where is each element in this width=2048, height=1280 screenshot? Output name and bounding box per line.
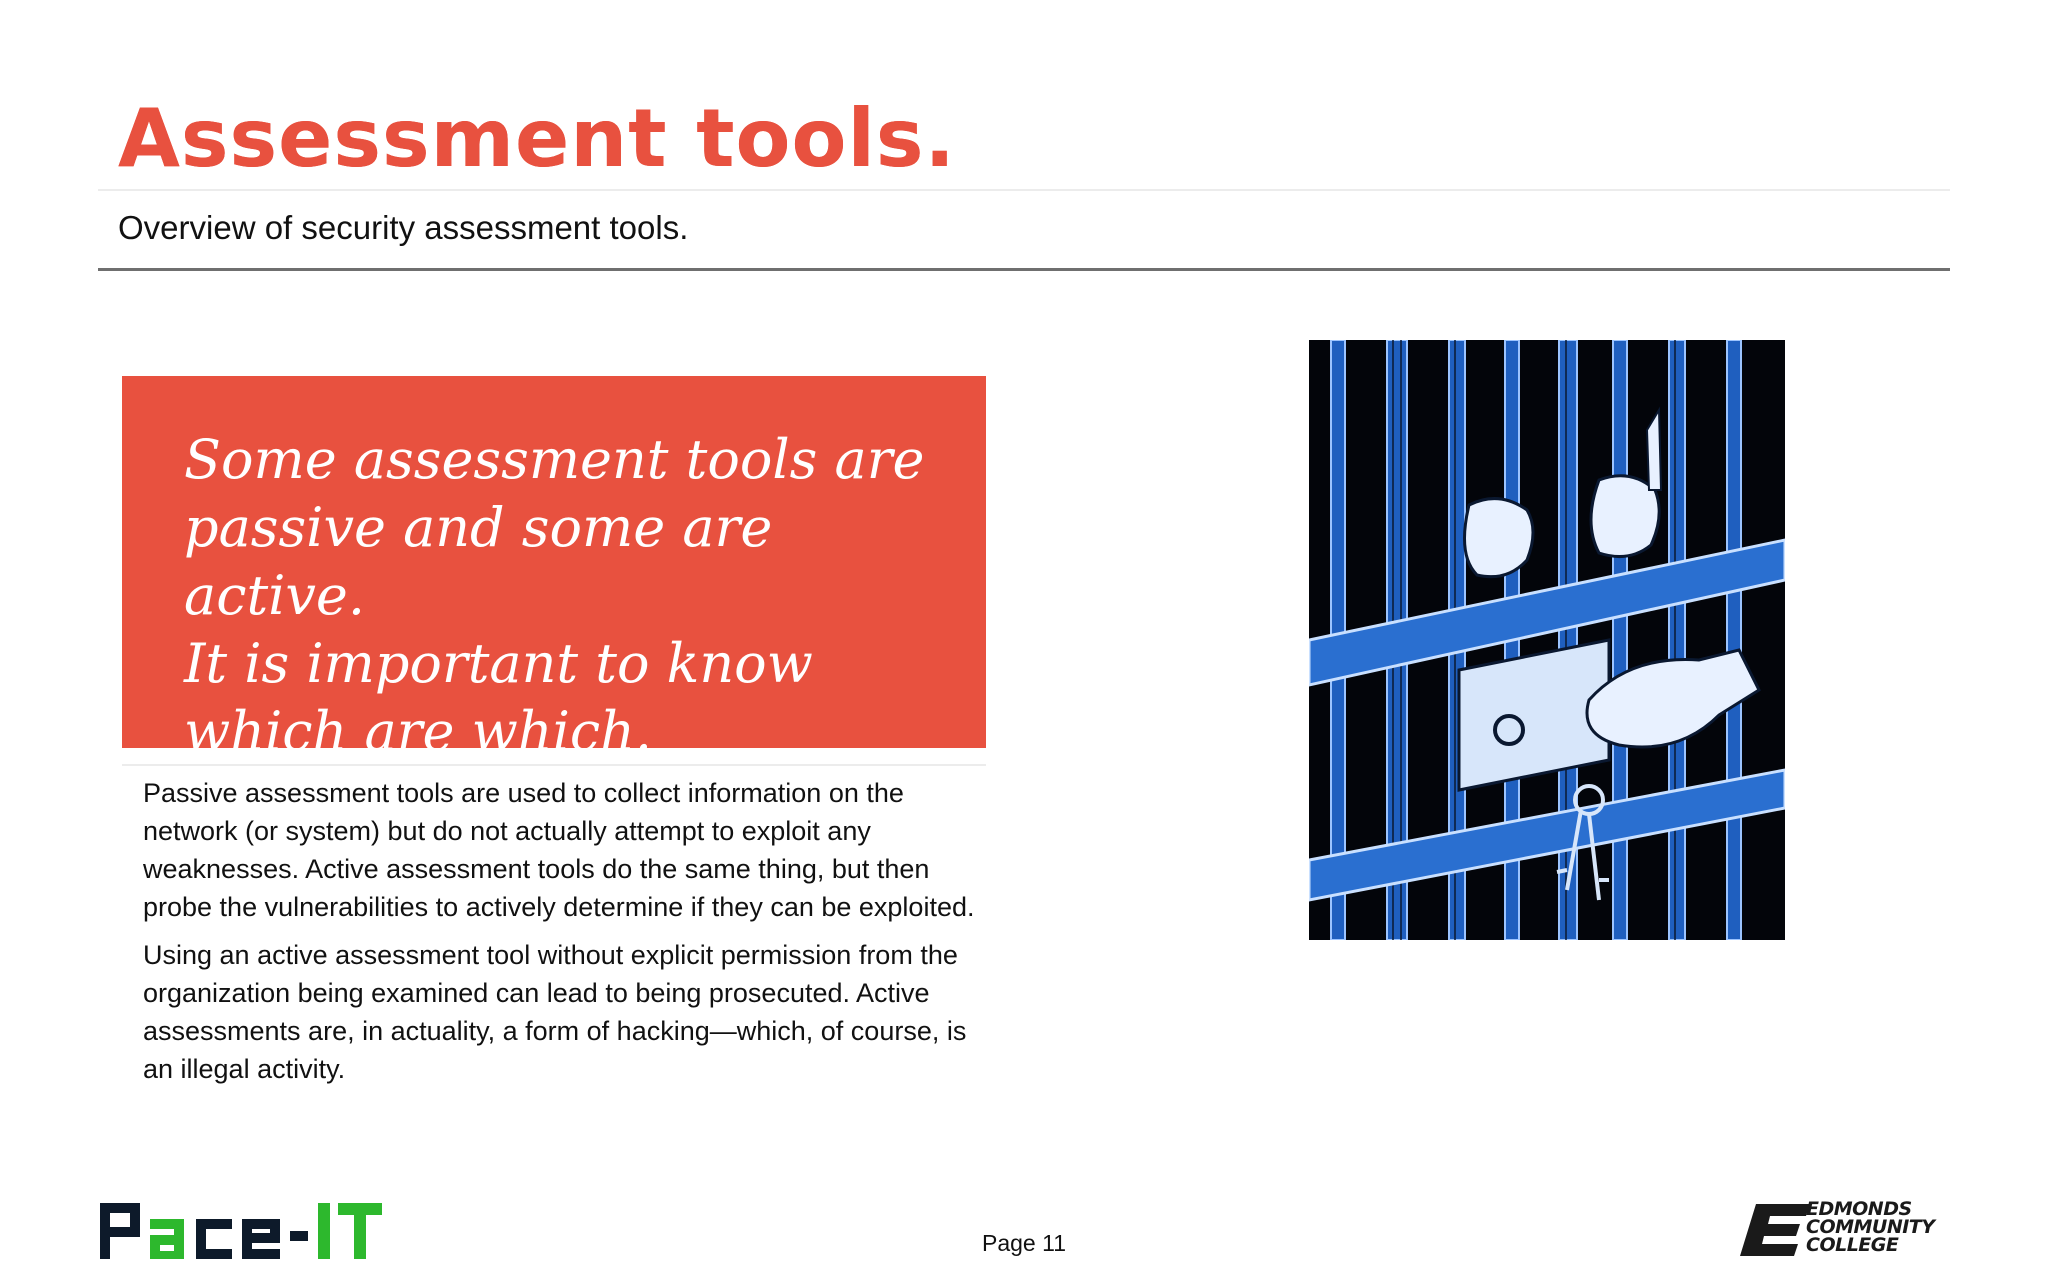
slide-title-text: Assessment tools.: [118, 92, 956, 185]
pace-it-logo: [100, 1199, 390, 1259]
callout-text: Some assessment tools are passive and some are active. It is important to know which are which.: [184, 428, 925, 763]
edmonds-word-2: COMMUNITY: [1806, 1216, 1935, 1238]
callout-divider: [122, 764, 986, 766]
jail-cell-illustration: [1309, 340, 1785, 940]
edmonds-word-1: EDMONDS: [1806, 1198, 1912, 1220]
jail-cell-image: [1309, 340, 1785, 940]
title-divider: [98, 189, 1950, 191]
slide-subtitle: Overview of security assessment tools.: [118, 209, 689, 246]
body-paragraph-passive: Passive assessment tools are used to collect information on the network (or system) but do not actually attempt to exploit any weaknesses. Active assessment tools do the same thing, but then probe the vulnerabilities to actively determine if they can be exploited.: [143, 778, 975, 922]
callout-box: [122, 376, 986, 763]
header-divider: [98, 268, 1950, 271]
slide-title: [118, 92, 956, 185]
body-paragraph-active: Using an active assessment tool without explicit permission from the organization being examined can lead to being prosecuted. Active assessments are, in actuality, a form of hacking—which, of course, is an illegal activity.: [143, 940, 967, 1084]
edmonds-community-college-logo: [1740, 1198, 1950, 1258]
edmonds-e-mark-icon: [1740, 1204, 1810, 1256]
body-text: [143, 774, 983, 1098]
edmonds-wordmark: [1806, 1200, 1935, 1254]
page-number: Page 11: [982, 1230, 1066, 1256]
edmonds-word-3: COLLEGE: [1806, 1234, 1899, 1256]
